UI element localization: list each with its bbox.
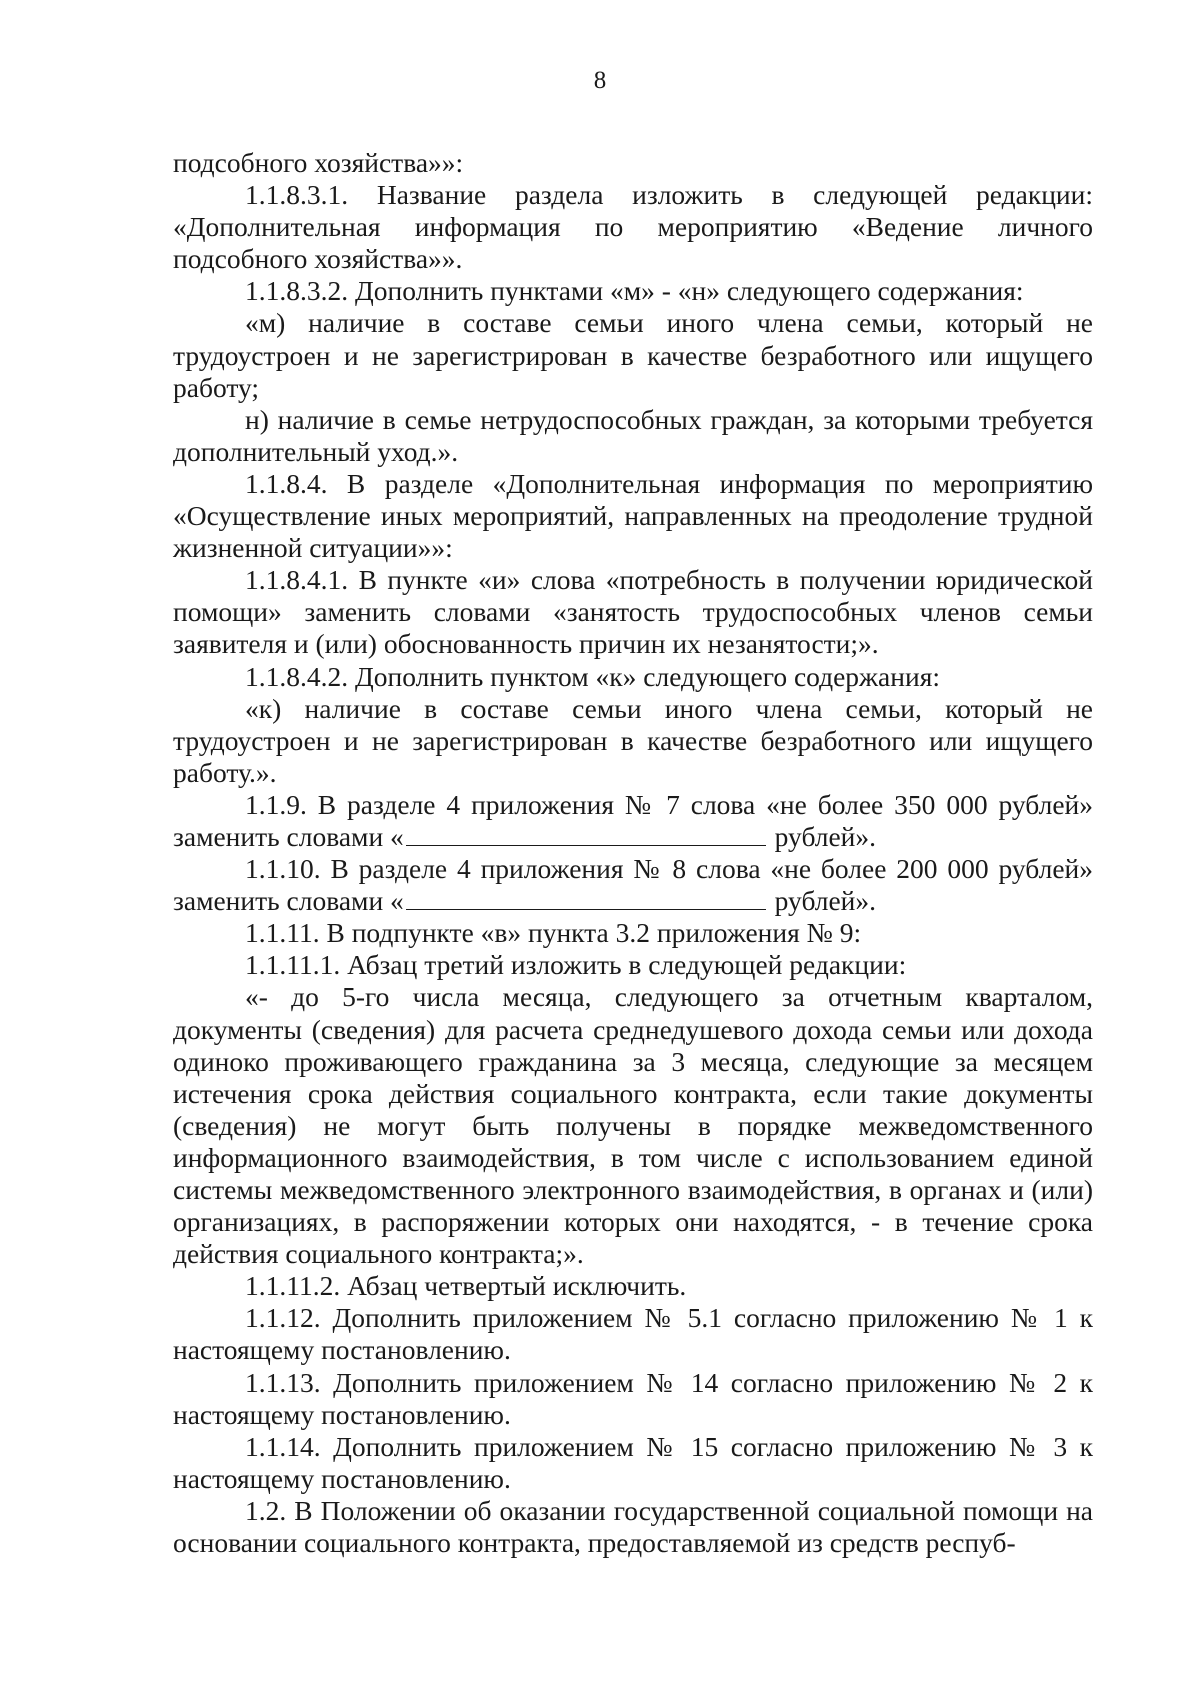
paragraph-text: 1.1.10. В разделе 4 приложения № 8 слова «не более 200 000 рублей» заменить словами « [173, 853, 1093, 917]
fill-in-blank-line [406, 887, 766, 910]
paragraph: 1.1.14. Дополнить приложением № 15 согласно приложению № 3 к настоящему постановлению. [173, 1430, 1093, 1494]
paragraph: 1.1.8.3.1. Название раздела изложить в следующей редакции: «Дополнительная информация по мероприятию «Ведение личного подсобного хозяйства»». [173, 179, 1093, 275]
paragraph-text: рублей». [767, 885, 877, 917]
paragraph: 1.1.8.4.1. В пункте «и» слова «потребность в получении юридической помощи» заменить словами «занятость трудоспособных членов семьи заявителя и (или) обоснованность причин их незанятости;». [173, 564, 1093, 660]
paragraph: 1.1.12. Дополнить приложением № 5.1 согласно приложению № 1 к настоящему постановлению. [173, 1302, 1093, 1366]
paragraph: 1.1.11.1. Абзац третий изложить в следующей редакции: [245, 949, 907, 981]
paragraph: 1.2. В Положении об оказании государственной социальной помощи на основании социального контракта, предоставляемой из средств респуб- [173, 1494, 1093, 1559]
paragraph: «- до 5-го числа месяца, следующего за отчетным кварталом, документы (сведения) для расчета среднедушевого дохода семьи или дохода одиноко проживающего гражданина за 3 месяца, следующие за месяцем истечения срока действия социального контракта, если такие документы (сведения) не могут быть получены в порядке межведомственного информационного взаимодействия, в том числе с использованием единой системы межведомственного электронного взаимодействия, в органах и (или) организациях, в распоряжении которых они находятся, - в течение срока действия социального контракта;». [173, 981, 1093, 1270]
paragraph: 1.1.8.4.2. Дополнить пунктом «к» следующего содержания: [245, 660, 940, 692]
paragraph-text: 1.1.9. В разделе 4 приложения № 7 слова «не более 350 000 рублей» заменить словами « [173, 788, 1093, 852]
page-number: 8 [593, 67, 607, 94]
paragraph: «м) наличие в составе семьи иного члена семьи, который не трудоустроен и не зарегистрирован в качестве безработного или ищущего работу; [173, 307, 1093, 403]
paragraph: 1.1.11. В подпункте «в» пункта 3.2 приложения № 9: [245, 917, 862, 949]
paragraph: н) наличие в семье нетрудоспособных граждан, за которыми требуется дополнительный уход.». [173, 403, 1093, 467]
paragraph-with-blank [173, 789, 1093, 853]
paragraph: 1.1.13. Дополнить приложением № 14 согласно приложению № 2 к настоящему постановлению. [173, 1366, 1093, 1430]
paragraph-with-blank [173, 853, 1093, 917]
fill-in-blank-line [406, 823, 766, 846]
document-body [173, 147, 1093, 1559]
paragraph: 1.1.8.3.2. Дополнить пунктами «м» - «н» следующего содержания: [245, 275, 1024, 307]
paragraph: «к) наличие в составе семьи иного члена семьи, который не трудоустроен и не зарегистрирован в качестве безработного или ищущего работу.». [173, 692, 1093, 788]
paragraph-text: рублей». [767, 820, 877, 852]
paragraph: подсобного хозяйства»»: [173, 147, 464, 178]
paragraph: 1.1.11.2. Абзац четвертый исключить. [245, 1270, 687, 1302]
paragraph: 1.1.8.4. В разделе «Дополнительная информация по мероприятию «Осуществление иных мероприятий, направленных на преодоление трудной жизненной ситуации»»: [173, 467, 1093, 564]
